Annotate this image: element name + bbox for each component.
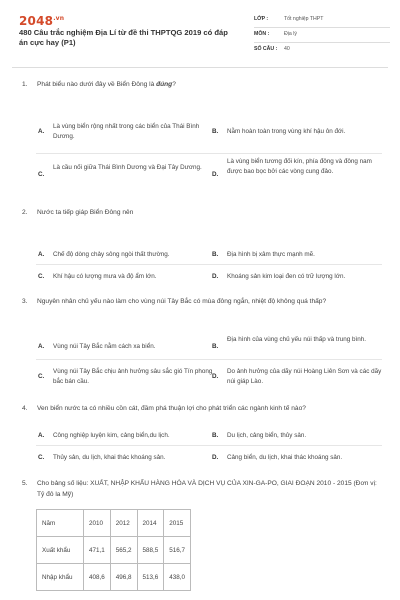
option-text[interactable]: Địa hình bị xâm thực mạnh mẽ. [227,251,315,258]
table-cell: 565,2 [110,537,137,564]
option-letter-label: B. [212,343,219,350]
option-text[interactable]: Nằm hoàn toàn trong vùng khí hậu ôn đới. [227,128,346,135]
meta-row-subject [254,28,390,43]
logo-suffix: .vn [53,15,65,22]
meta-value: Địa lý [284,31,297,37]
question-number: 3. [22,298,28,305]
table-cell: 516,7 [164,537,191,564]
question-emphasis: đúng [156,81,173,88]
table-cell: 496,8 [110,564,137,591]
meta-row-count [254,43,390,57]
option-letter-label: D. [212,171,219,178]
option-text[interactable]: Chế độ dòng chảy sông ngòi thất thường. [53,251,170,258]
question-text [37,79,377,90]
option-text[interactable]: Thủy sản, du lịch, khai thác khoáng sản. [53,454,166,461]
option-text[interactable]: Là vùng biển tương đối kín, phía đông và đông nam được bao bọc bởi các vòng cung đảo. [227,158,372,175]
question-number: 5. [22,480,28,487]
question-text: Nguyên nhân chủ yếu nào làm cho vùng núi Tây Bắc có mùa đông ngắn, nhiệt độ không quá thấp? [37,298,327,305]
option-letter-label: D. [212,373,219,380]
question-number: 4. [22,405,28,412]
table-header-cell: Năm [37,510,84,537]
meta-row-class [254,13,390,28]
question-text: Ven biển nước ta có nhiều cồn cát, đầm phá thuận lợi cho phát triển các ngành kinh tế nào? [37,405,306,412]
table-header-row [37,510,191,537]
option-text[interactable]: Do ảnh hưởng của dãy núi Hoàng Liên Sơn và các dãy núi giáp Lào. [227,368,382,385]
option-text[interactable]: Công nghiệp luyện kim, cảng biển,du lịch. [53,432,170,439]
question-text: Cho bảng số liệu: XUẤT, NHẬP KHẨU HÀNG HÓA VÀ DỊCH VỤ CỦA XIN-GA-PO, GIAI ĐOẠN 2010 - 2015 (Đơn vị: Tỷ đô la Mỹ) [37,480,377,498]
table-header-cell: 2012 [110,510,137,537]
meta-label: LỚP : [254,16,269,22]
table-cell: 471,1 [84,537,111,564]
question-text: Nước ta tiếp giáp Biển Đông nên [37,209,134,216]
option-divider [36,359,382,360]
question-text-part: Phát biểu nào dưới đây về Biển Đông là [37,81,157,88]
table-cell: Xuất khẩu [37,537,84,564]
table-header-cell: 2010 [84,510,111,537]
table-cell: Nhập khẩu [37,564,84,591]
option-text[interactable]: Du lịch, cảng biển, thủy sản. [227,432,307,439]
option-text[interactable]: Cảng biển, du lịch, khai thác khoáng sản. [227,454,343,461]
option-letter-label: C. [38,171,45,178]
question-number: 1. [22,81,28,88]
option-letter-label: A. [38,432,45,439]
option-letter-label: B. [212,128,219,135]
table-cell: 438,0 [164,564,191,591]
site-logo[interactable] [19,14,64,28]
option-text[interactable]: Vùng núi Tây Bắc chịu ảnh hưởng sâu sắc gió Tín phong bắc bán cầu. [53,368,213,385]
option-divider [36,264,382,265]
option-letter-label: D. [212,454,219,461]
table-header-cell: 2014 [137,510,164,537]
option-text[interactable]: Khoáng sản kim loại đen có trữ lượng lớn. [227,273,346,280]
table-row [37,537,191,564]
table-cell: 408,6 [84,564,111,591]
option-text[interactable]: Là vùng biển rộng nhất trong các biển của Thái Bình Dương. [53,123,200,140]
option-letter-label: C. [38,273,45,280]
data-table [36,509,191,591]
meta-label: SỐ CÂU : [254,46,278,52]
option-letter-label: A. [38,343,45,350]
option-letter-label: B. [212,251,219,258]
question-text-part: ? [172,81,176,88]
table-header-cell: 2015 [164,510,191,537]
table-row [37,564,191,591]
document-meta [254,13,390,57]
option-text[interactable]: Khí hậu có lượng mưa và độ ẩm lớn. [53,273,157,280]
option-letter-label: C. [38,454,45,461]
document-title: 480 Câu trắc nghiệm Địa Lí từ đề thi THPTQG 2019 có đáp án cực hay (P1) [19,28,228,47]
option-letter-label: B. [212,432,219,439]
option-letter-label: A. [38,251,45,258]
meta-label: MÔN : [254,31,270,37]
option-letter-label: D. [212,273,219,280]
meta-value: Tốt nghiệp THPT [284,16,324,22]
option-text[interactable]: Vùng núi Tây Bắc nằm cách xa biển. [53,343,156,350]
option-letter-label: C. [38,373,45,380]
meta-value: 40 [284,46,290,52]
option-divider [36,445,382,446]
logo-text: 2048 [19,14,54,28]
header-divider [12,67,388,68]
table-cell: 513,6 [137,564,164,591]
question-number: 2. [22,209,28,216]
option-text[interactable]: Là cầu nối giữa Thái Bình Dương và Đại Tây Dương. [53,164,202,171]
option-divider [36,153,382,154]
page-header [0,0,400,62]
option-letter-label: A. [38,128,45,135]
table-cell: 588,5 [137,537,164,564]
option-text[interactable]: Địa hình của vùng chủ yếu núi thấp và trung bình. [227,336,366,343]
